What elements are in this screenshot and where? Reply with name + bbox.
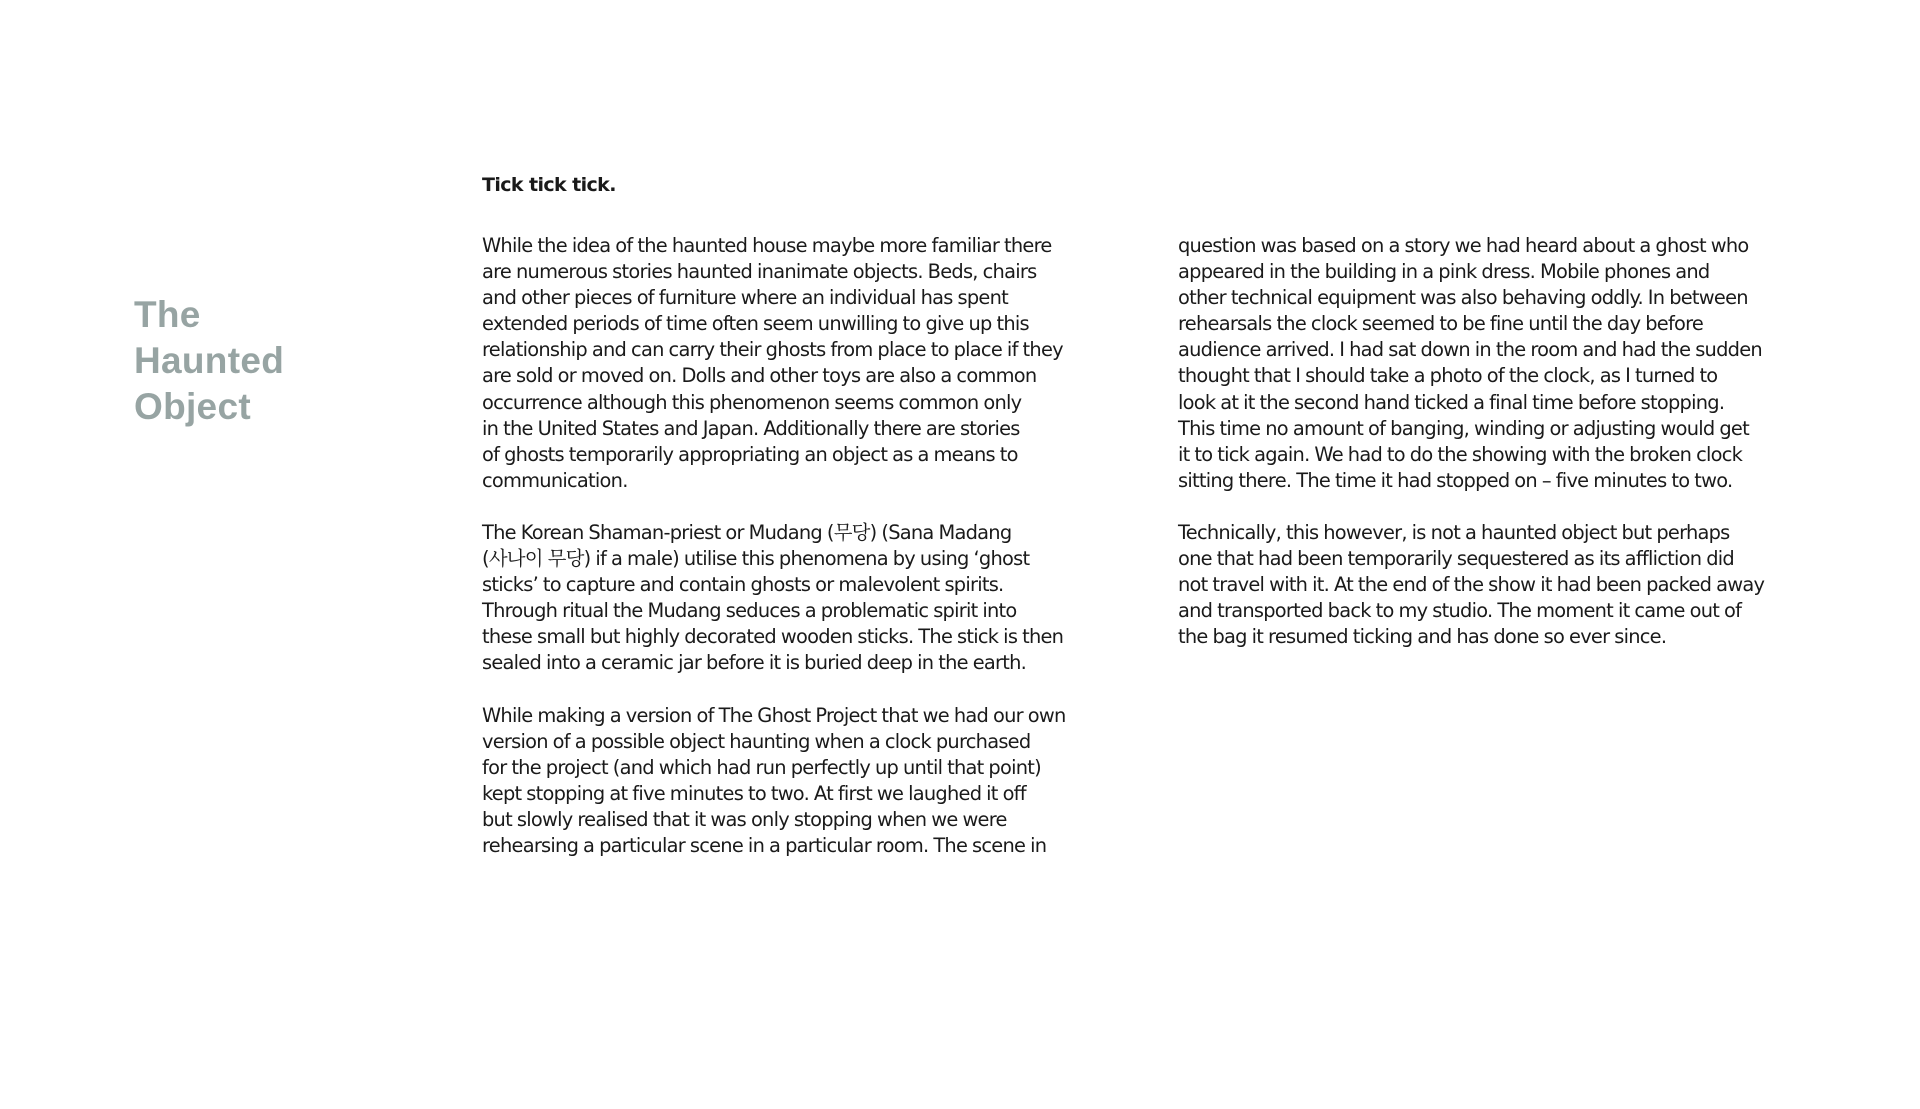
body-text-line: audience arrived. I had sat down in the room and had the sudden bbox=[1178, 338, 1762, 362]
body-text-line: version of a possible object haunting when a clock purchased bbox=[482, 729, 1031, 753]
body-text-line: are numerous stories haunted inanimate objects. Beds, chairs bbox=[482, 260, 1037, 284]
body-text-line: are sold or moved on. Dolls and other toys are also a common bbox=[482, 364, 1037, 388]
section-title bbox=[134, 292, 284, 430]
body-text-line: communication. bbox=[482, 468, 628, 492]
body-text-line: occurrence although this phenomenon seems common only bbox=[482, 390, 1022, 414]
body-text-line: rehearsals the clock seemed to be fine until the day before bbox=[1178, 312, 1704, 336]
body-text-line: of ghosts temporarily appropriating an object as a means to bbox=[482, 442, 1018, 466]
body-paragraph bbox=[482, 233, 1142, 494]
body-paragraph bbox=[1178, 520, 1838, 650]
section-title-line: The bbox=[134, 294, 201, 335]
body-text-line: sticks’ to capture and contain ghosts or malevolent spirits. bbox=[482, 573, 1004, 597]
body-text-line: thought that I should take a photo of the clock, as I turned to bbox=[1178, 364, 1718, 388]
body-text-line: This time no amount of banging, winding or adjusting would get bbox=[1178, 416, 1749, 440]
body-text-line: rehearsing a particular scene in a particular room. The scene in bbox=[482, 833, 1047, 857]
body-text-line: Technically, this however, is not a haunted object but perhaps bbox=[1178, 520, 1730, 544]
body-paragraph bbox=[482, 703, 1142, 860]
body-text-line: for the project (and which had run perfectly up until that point) bbox=[482, 755, 1041, 779]
body-text-line: the bag it resumed ticking and has done so ever since. bbox=[1178, 625, 1667, 649]
text-column-left bbox=[482, 233, 1142, 885]
body-text-line: (사나이 무당) if a male) utilise this phenomena by using ‘ghost bbox=[482, 547, 1030, 571]
body-text-line: other technical equipment was also behaving oddly. In between bbox=[1178, 286, 1748, 310]
body-text-line: extended periods of time often seem unwilling to give up this bbox=[482, 312, 1029, 336]
body-text-line: it to tick again. We had to do the showing with the broken clock bbox=[1178, 442, 1743, 466]
section-title-line: Haunted bbox=[134, 340, 285, 381]
body-text-line: sitting there. The time it had stopped on – five minutes to two. bbox=[1178, 468, 1733, 492]
text-column-right bbox=[1178, 233, 1838, 676]
body-text-line: kept stopping at five minutes to two. At first we laughed it off bbox=[482, 781, 1026, 805]
body-text-line: these small but highly decorated wooden sticks. The stick is then bbox=[482, 625, 1064, 649]
body-text-line: sealed into a ceramic jar before it is buried deep in the earth. bbox=[482, 651, 1027, 675]
body-paragraph bbox=[482, 520, 1142, 677]
body-text-line: relationship and can carry their ghosts from place to place if they bbox=[482, 338, 1063, 362]
body-text-line: in the United States and Japan. Additionally there are stories bbox=[482, 416, 1020, 440]
body-paragraph bbox=[1178, 233, 1838, 494]
body-text-line: look at it the second hand ticked a final time before stopping. bbox=[1178, 390, 1725, 414]
body-text-line: but slowly realised that it was only stopping when we were bbox=[482, 807, 1007, 831]
body-text-line: and transported back to my studio. The moment it came out of bbox=[1178, 599, 1742, 623]
body-text-line: one that had been temporarily sequestered as its affliction did bbox=[1178, 547, 1734, 571]
body-text-line: Through ritual the Mudang seduces a problematic spirit into bbox=[482, 599, 1017, 623]
body-text-line: question was based on a story we had heard about a ghost who bbox=[1178, 234, 1749, 257]
section-title-line: Object bbox=[134, 386, 251, 427]
body-text-line: While making a version of The Ghost Project that we had our own bbox=[482, 703, 1066, 727]
body-text-line: While the idea of the haunted house maybe more familiar there bbox=[482, 234, 1052, 257]
article-heading: Tick tick tick. bbox=[482, 174, 616, 196]
body-text-line: The Korean Shaman-priest or Mudang (무당) (Sana Madang bbox=[482, 520, 1012, 544]
body-text-line: not travel with it. At the end of the show it had been packed away bbox=[1178, 573, 1765, 597]
body-text-line: and other pieces of furniture where an individual has spent bbox=[482, 286, 1008, 310]
body-text-line: appeared in the building in a pink dress. Mobile phones and bbox=[1178, 260, 1710, 284]
